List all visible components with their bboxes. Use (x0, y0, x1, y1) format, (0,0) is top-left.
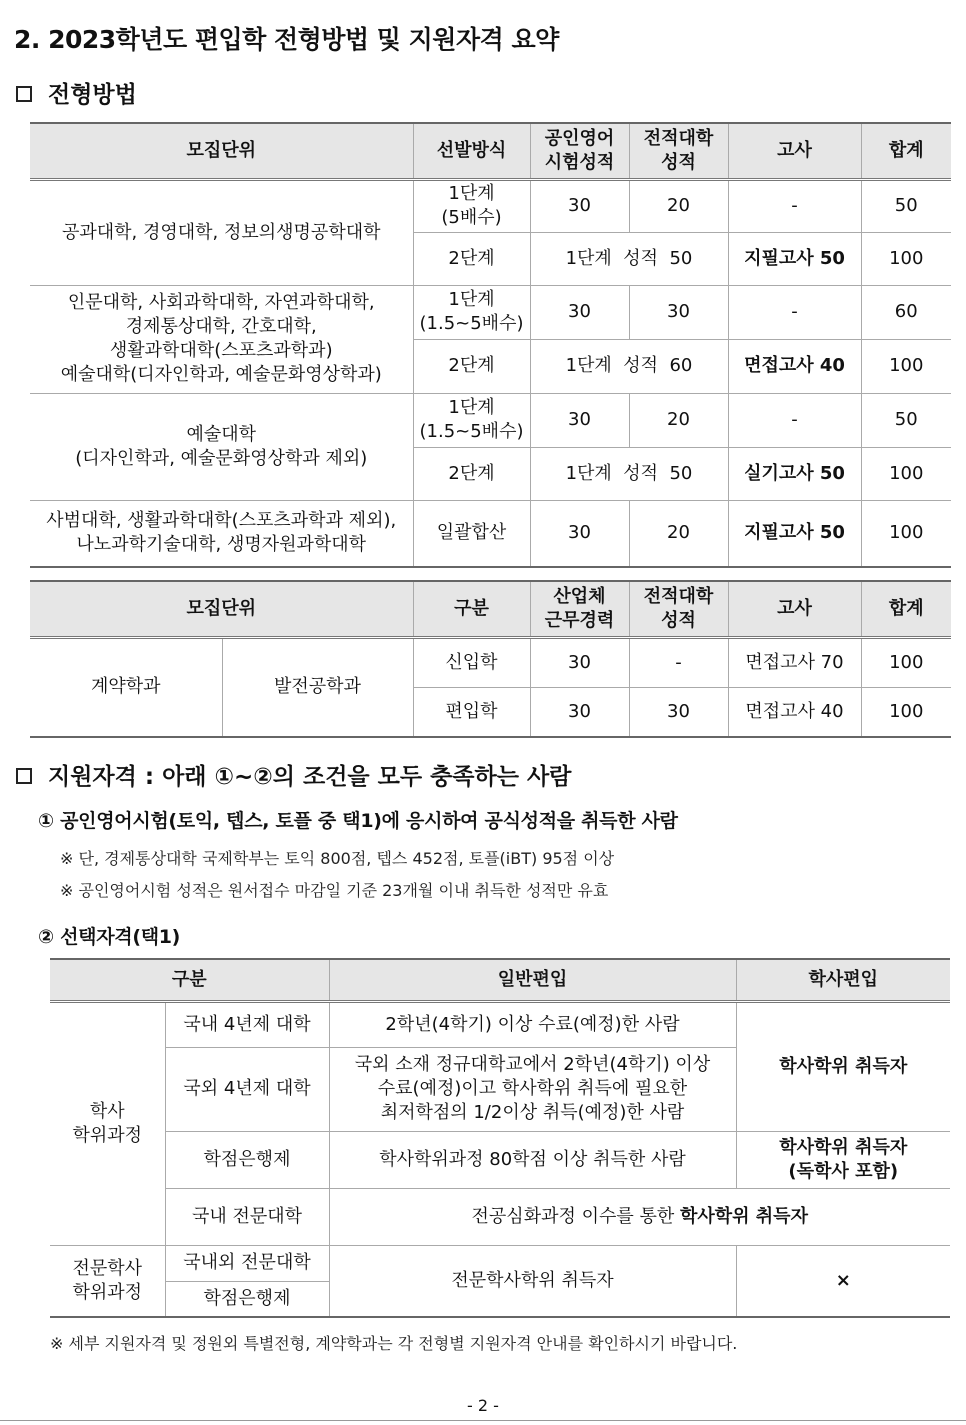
checkbox-square-icon (16, 86, 32, 102)
col-header-total: 합계 (861, 581, 951, 637)
table-row (50, 1245, 950, 1281)
general-cell: 국외 소재 정규대학교에서 2학년(4학기) 이상 수료(예정)이고 학사학위 취득에 필요한 최저학점의 1/2이상 취득(예정)한 사람 (329, 1047, 736, 1131)
sub-category-cell: 국외 4년제 대학 (165, 1047, 329, 1131)
footer-divider (0, 1420, 966, 1421)
col-header-prev-grade: 전적대학 성적 (629, 123, 728, 179)
method-cell: 1단계 (1.5~5배수) (413, 285, 530, 339)
prev-grade-cell: 20 (629, 179, 728, 232)
table-row (50, 1131, 950, 1188)
page-number: - 2 - (467, 1396, 499, 1415)
group-bachelor-cell: 학사 학위과정 (50, 1001, 165, 1245)
unit-cell: 예술대학 (디자인학과, 예술문화영상학과 제외) (30, 393, 413, 500)
checkbox-square-icon (16, 768, 32, 784)
total-cell: 100 (861, 232, 951, 285)
work-cell: 30 (530, 637, 629, 687)
prev-grade-cell: 20 (629, 393, 728, 447)
col-header-bachelor-transfer: 학사편입 (736, 959, 950, 1001)
prev-grade-cell: 20 (629, 500, 728, 567)
combined-grade-cell: 1단계 성적 50 (530, 447, 728, 500)
combined-grade-cell: 1단계 성적 60 (530, 339, 728, 393)
table-row (30, 393, 951, 447)
bachelor-cell: 학사학위 취득자 (736, 1001, 950, 1131)
section-heading-admission-method (16, 76, 137, 109)
sub-category-cell: 국내 전문대학 (165, 1188, 329, 1245)
col-header-total: 합계 (861, 123, 951, 179)
bachelor-cell: 학사학위 취득자 (독학사 포함) (736, 1131, 950, 1188)
table-row (50, 1001, 950, 1047)
english-cell: 30 (530, 179, 629, 232)
total-cell: 50 (861, 179, 951, 232)
bachelor-cell: × (736, 1245, 950, 1317)
english-cell: 30 (530, 285, 629, 339)
table-row (50, 1188, 950, 1245)
admission-method-table (30, 122, 951, 568)
unit-cell: 공과대학, 경영대학, 정보의생명공학대학 (30, 179, 413, 285)
col-header-english: 공인영어 시험성적 (530, 123, 629, 179)
exam-cell: 면접고사 40 (728, 687, 861, 737)
col-header-prev-grade: 전적대학 성적 (629, 581, 728, 637)
col-header-method: 선발방식 (413, 123, 530, 179)
exam-cell: 지필고사 50 (728, 232, 861, 285)
exam-cell: 면접고사 40 (728, 339, 861, 393)
exam-cell: - (728, 393, 861, 447)
type-cell: 편입학 (413, 687, 530, 737)
section-title: 전형방법 (48, 82, 137, 108)
exam-cell: 실기고사 50 (728, 447, 861, 500)
col-header-unit: 모집단위 (30, 581, 413, 637)
footnote: ※ 세부 지원자격 및 정원외 특별전형, 계약학과는 각 전형별 지원자격 안내를 확인하시기 바랍니다. (50, 1334, 738, 1353)
col-header-category: 구분 (50, 959, 329, 1001)
col-header-work-experience: 산업체 근무경력 (530, 581, 629, 637)
exam-cell: - (728, 179, 861, 232)
unit-contract-cell: 계약학과 (30, 637, 222, 737)
exam-cell: 면접고사 70 (728, 637, 861, 687)
section-heading-eligibility (16, 758, 571, 791)
general-cell: 전문학사학위 취득자 (329, 1245, 736, 1317)
eligibility-table (50, 958, 950, 1318)
page-title: 2. 2023학년도 편입학 전형방법 및 지원자격 요약 (14, 25, 559, 54)
method-cell: 일괄합산 (413, 500, 530, 567)
section-title: 지원자격 : 아래 ①~②의 조건을 모두 충족하는 사람 (48, 764, 572, 790)
total-cell: 50 (861, 393, 951, 447)
col-header-unit: 모집단위 (30, 123, 413, 179)
prev-grade-cell: 30 (629, 687, 728, 737)
method-cell: 2단계 (413, 447, 530, 500)
sub-category-cell: 국내 4년제 대학 (165, 1001, 329, 1047)
exam-cell: - (728, 285, 861, 339)
sub-category-cell: 학점은행제 (165, 1131, 329, 1188)
unit-cell: 인문대학, 사회과학대학, 자연과학대학, 경제통상대학, 간호대학, 생활과학대학(스포츠과학과) 예술대학(디자인학과, 예술문화영상학과) (30, 285, 413, 393)
col-header-type: 구분 (413, 581, 530, 637)
english-cell: 30 (530, 393, 629, 447)
total-cell: 100 (861, 637, 951, 687)
english-cell: 30 (530, 500, 629, 567)
table-row (30, 285, 951, 339)
total-cell: 100 (861, 687, 951, 737)
total-cell: 100 (861, 339, 951, 393)
exam-cell: 지필고사 50 (728, 500, 861, 567)
col-header-exam: 고사 (728, 581, 861, 637)
contract-dept-table (30, 580, 951, 738)
sub-category-cell: 국내외 전문대학 (165, 1245, 329, 1281)
general-bold-text: 학사학위 취득자 (679, 1205, 808, 1227)
note-2: ※ 공인영어시험 성적은 원서접수 마감일 기준 23개월 이내 취득한 성적만 유효 (60, 881, 609, 900)
col-header-exam: 고사 (728, 123, 861, 179)
eligibility-item-2: ② 선택자격(택1) (38, 926, 181, 948)
prev-grade-cell: - (629, 637, 728, 687)
total-cell: 100 (861, 447, 951, 500)
table-row (30, 500, 951, 567)
sub-category-cell: 학점은행제 (165, 1281, 329, 1317)
type-cell: 신입학 (413, 637, 530, 687)
unit-dept-cell: 발전공학과 (222, 637, 413, 737)
method-cell: 1단계 (5배수) (413, 179, 530, 232)
prev-grade-cell: 30 (629, 285, 728, 339)
note-1: ※ 단, 경제통상대학 국제학부는 토익 800점, 텝스 452점, 토플(iBT) 95점 이상 (60, 849, 615, 868)
combined-grade-cell: 1단계 성적 50 (530, 232, 728, 285)
table-row (30, 179, 951, 232)
method-cell: 1단계 (1.5~5배수) (413, 393, 530, 447)
general-bachelor-merged-cell (329, 1188, 950, 1245)
general-cell: 학사학위과정 80학점 이상 취득한 사람 (329, 1131, 736, 1188)
unit-cell: 사범대학, 생활과학대학(스포츠과학과 제외), 나노과학기술대학, 생명자원과학대학 (30, 500, 413, 567)
eligibility-item-1: ① 공인영어시험(토익, 텝스, 토플 중 택1)에 응시하여 공식성적을 취득한 사람 (38, 810, 678, 832)
general-cell: 2학년(4학기) 이상 수료(예정)한 사람 (329, 1001, 736, 1047)
method-cell: 2단계 (413, 339, 530, 393)
general-plain-text: 전공심화과정 이수를 통한 (471, 1205, 680, 1227)
col-header-general-transfer: 일반편입 (329, 959, 736, 1001)
work-cell: 30 (530, 687, 629, 737)
total-cell: 60 (861, 285, 951, 339)
group-associate-cell: 전문학사 학위과정 (50, 1245, 165, 1317)
total-cell: 100 (861, 500, 951, 567)
table-row (30, 637, 951, 687)
method-cell: 2단계 (413, 232, 530, 285)
